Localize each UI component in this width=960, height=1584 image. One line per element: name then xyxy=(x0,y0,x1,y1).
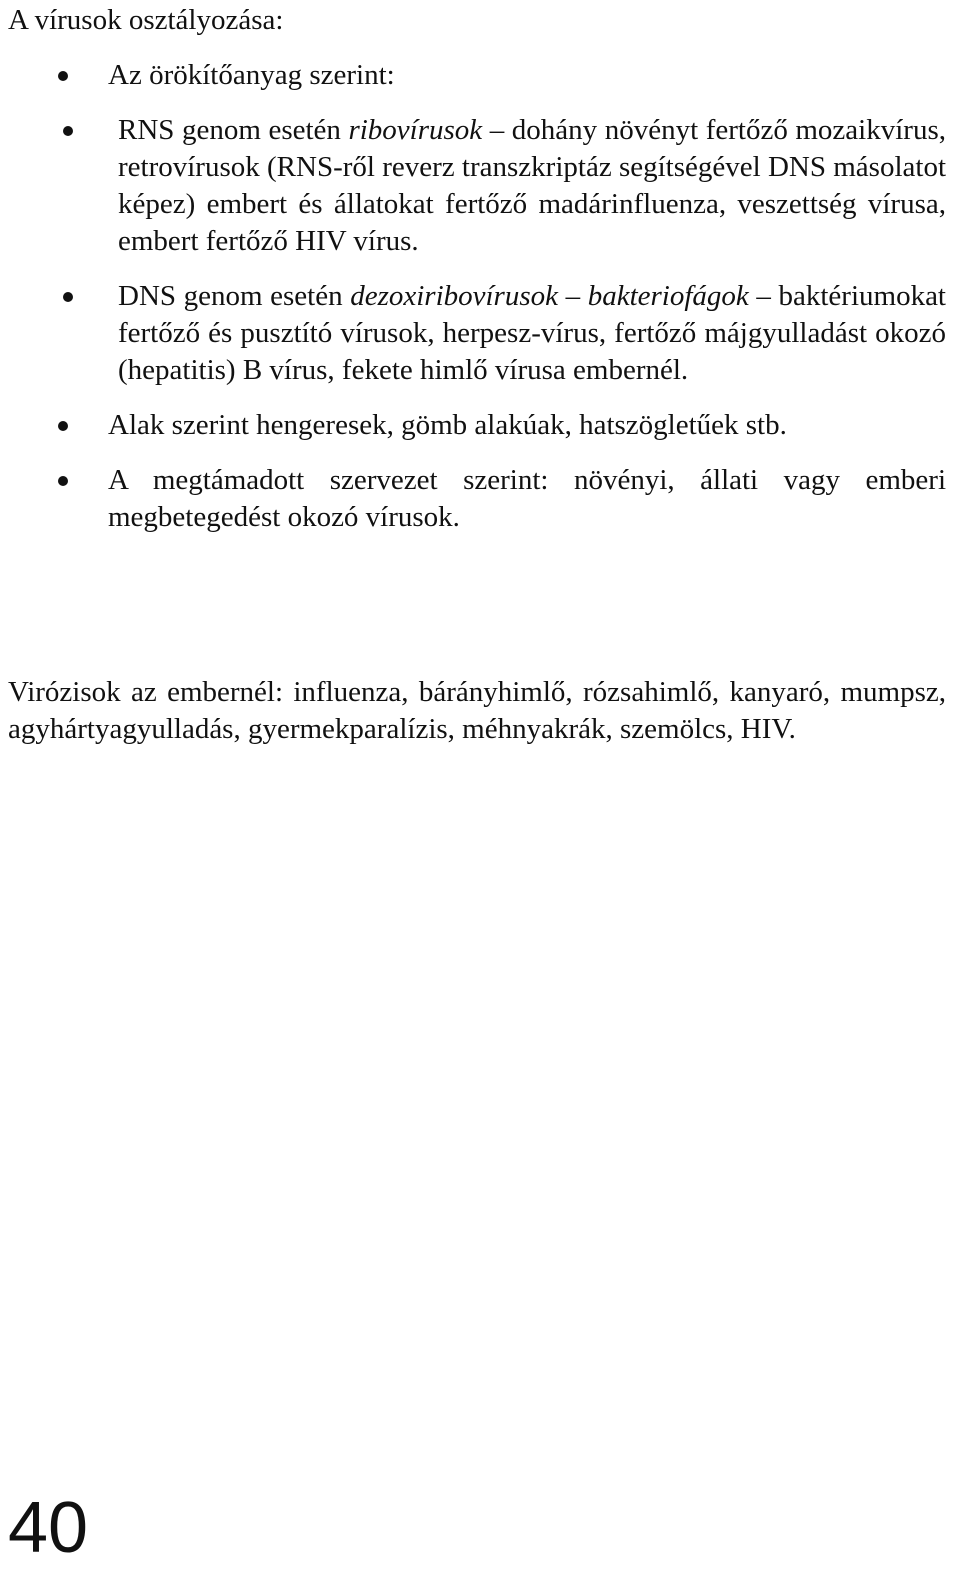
list-item xyxy=(0,462,960,536)
page-number: 40 xyxy=(8,1488,89,1568)
list-item xyxy=(0,112,960,260)
bullet-icon xyxy=(58,71,68,81)
term-ribovirusok: ribovírusok xyxy=(348,114,483,146)
list-item-text-rest: – baktériumokat fertőző és pusztító vírusok, herpesz-vírus, fertőző májgyulladást okozó (hepatitis) B vírus, fekete himlő vírusa embernél. xyxy=(118,280,946,386)
list-item-text-content: Alak szerint hengeresek, gömb alakúak, hatszögletűek stb. xyxy=(108,409,787,441)
term-dezoxiribovirusok: dezoxiribovírusok xyxy=(350,280,559,312)
section-heading: A vírusok osztályozása: xyxy=(8,4,284,36)
list-item xyxy=(0,407,960,444)
list-item-text: Az örökítőanyag szerint: xyxy=(108,59,395,91)
list-item-text-lead: DNS genom esetén xyxy=(118,280,351,312)
dash-separator: – xyxy=(558,280,588,312)
list-item-text-content: A megtámadott szervezet szerint: növényi, állati vagy emberi megbetegedést okozó vírusok. xyxy=(108,464,946,533)
list-item xyxy=(0,278,960,389)
list-item-text-rest: – dohány növényt fertőző mozaikvírus, retrovírusok (RNS-ről reverz transzkriptáz segítségével DNS másolatot képez) embert és állatokat fertőző madárinfluenza, veszettség vírusa, embert fertőző HIV vírus. xyxy=(118,114,946,257)
term-bakteriofagok: bakteriofágok xyxy=(587,280,749,312)
bullet-icon xyxy=(63,292,73,302)
list-item-text-lead: RNS genom esetén xyxy=(118,114,349,146)
viroses-paragraph: Virózisok az embernél: influenza, bárányhimlő, rózsahimlő, kanyaró, mumpsz, agyhártyagyulladás, gyermekparalízis, méhnyakrák, szemölcs, HIV. xyxy=(8,676,946,745)
list-item xyxy=(0,57,960,94)
bullet-icon xyxy=(63,126,73,136)
list-item-text xyxy=(8,407,946,444)
bullet-icon xyxy=(58,421,68,431)
classification-list xyxy=(0,57,960,554)
list-item-text xyxy=(108,462,946,536)
bullet-icon xyxy=(58,476,68,486)
